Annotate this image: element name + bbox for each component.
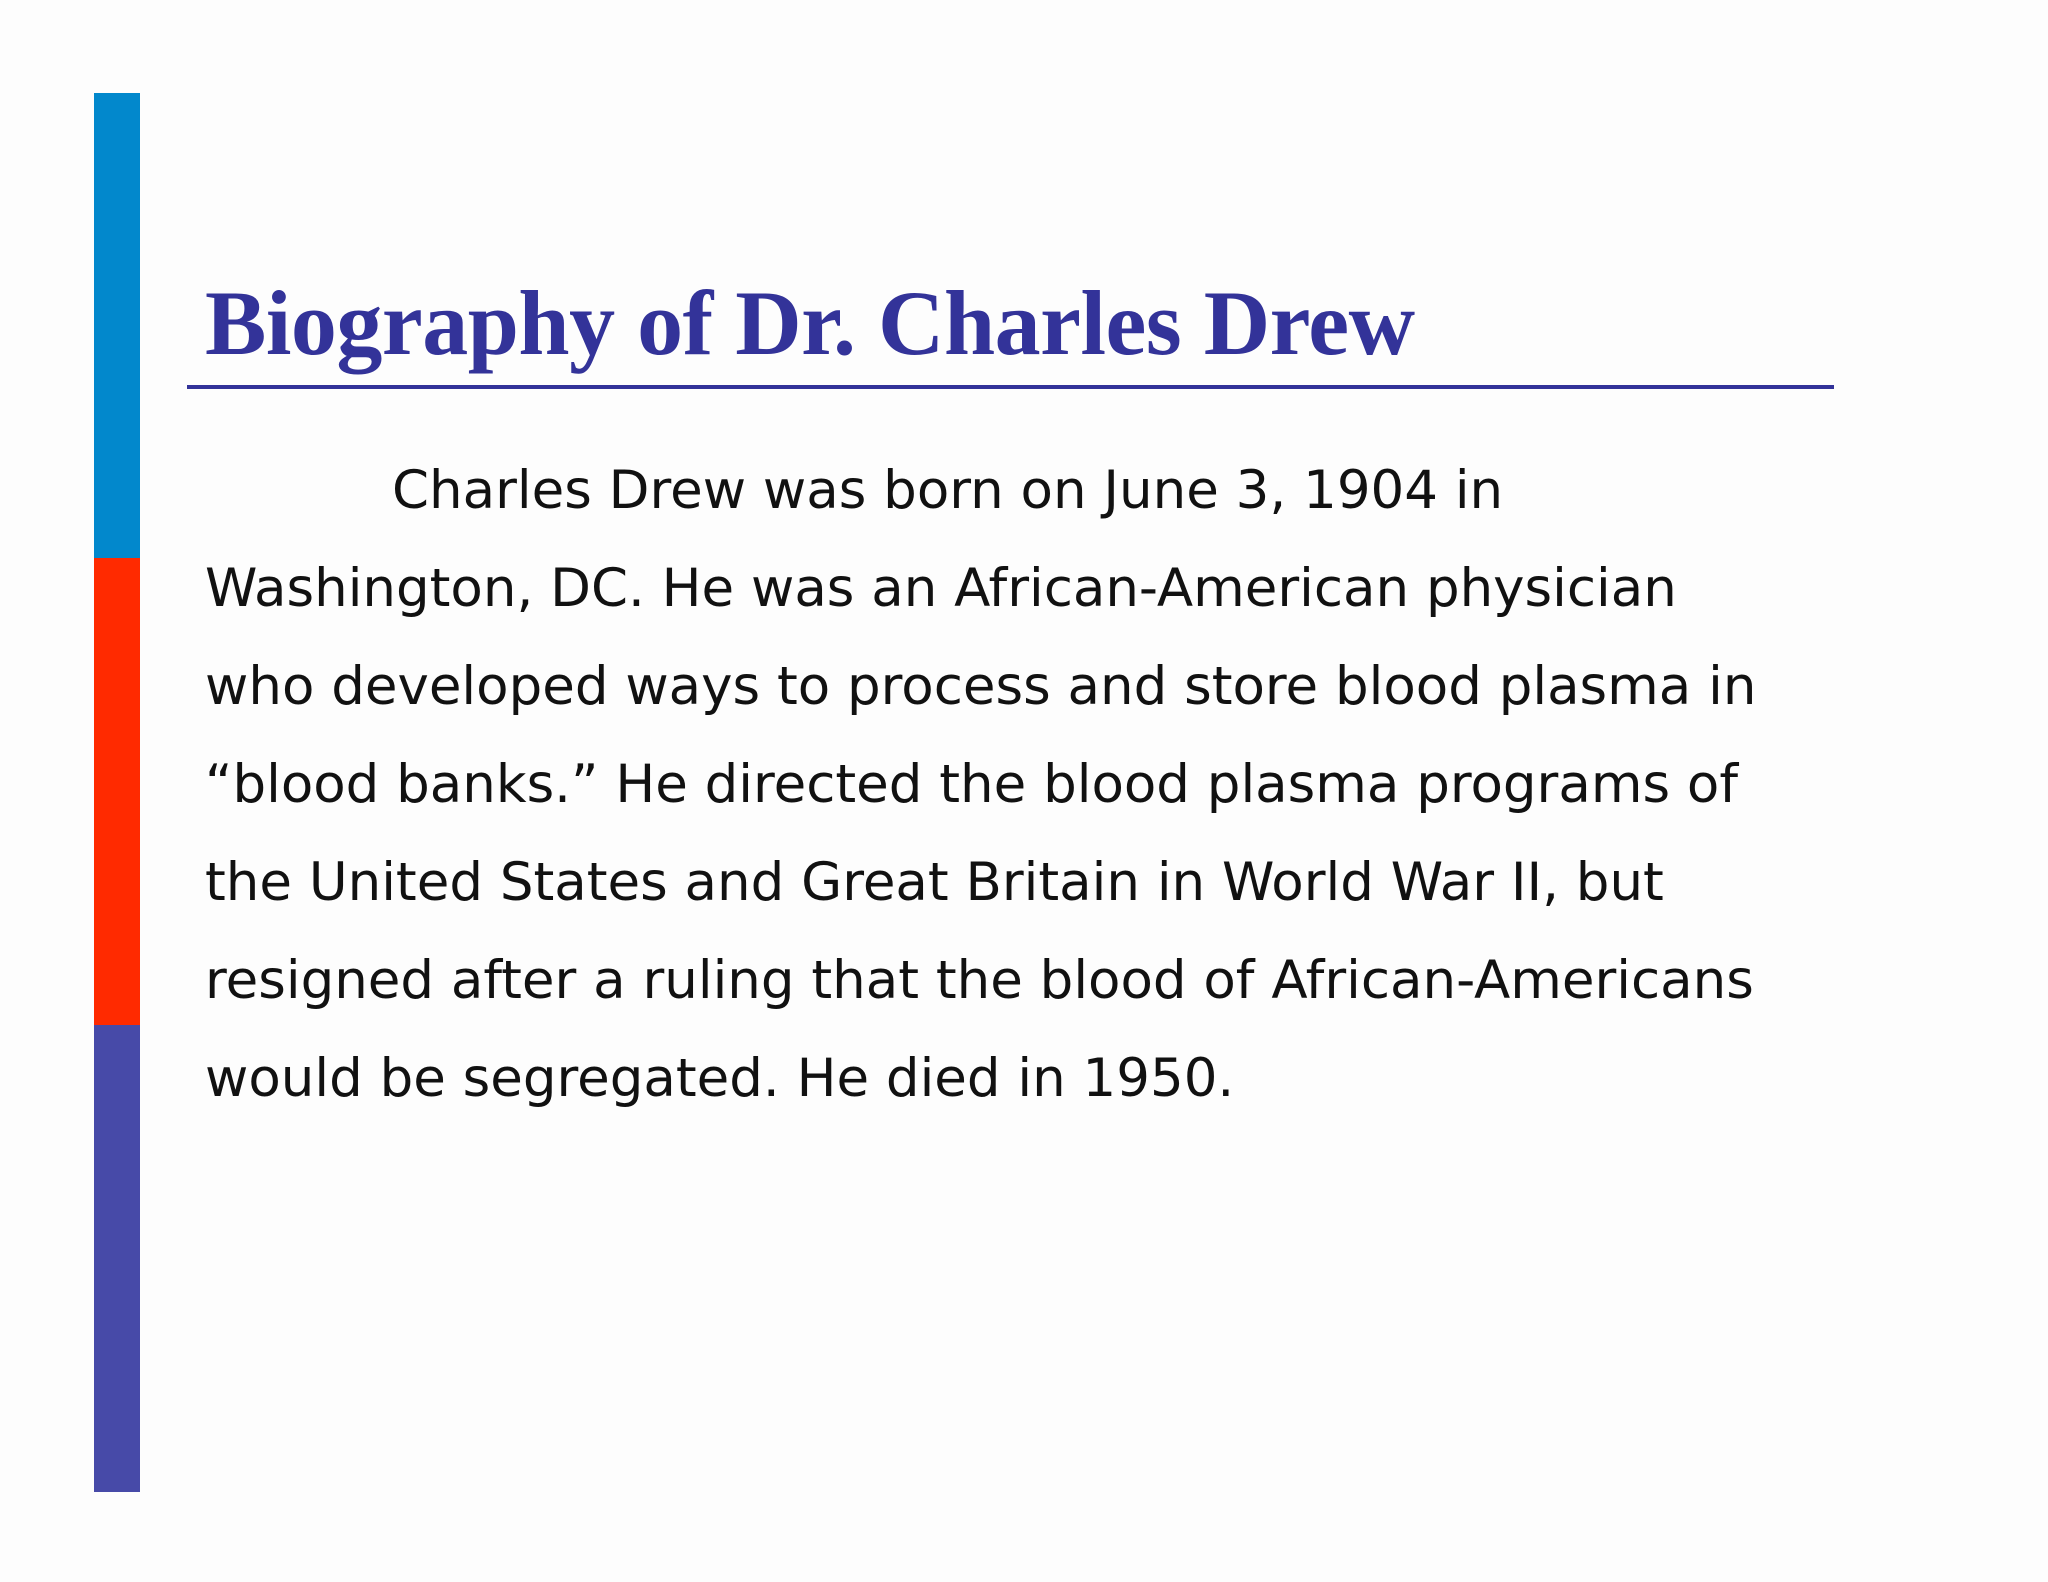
accent-bar-blue bbox=[94, 93, 140, 558]
body-line: Washington, DC. He was an African-American physician bbox=[205, 558, 1677, 619]
accent-bar-indigo bbox=[94, 1025, 140, 1492]
accent-bar-red bbox=[94, 558, 140, 1025]
body-line: Charles Drew was born on June 3, 1904 in bbox=[392, 460, 1504, 521]
title-underline bbox=[187, 385, 1834, 389]
body-line: “blood banks.” He directed the blood plasma programs of bbox=[205, 754, 1738, 815]
slide-title: Biography of Dr. Charles Drew bbox=[205, 272, 1415, 374]
body-paragraph bbox=[205, 452, 1845, 1138]
body-line: would be segregated. He died in 1950. bbox=[205, 1048, 1235, 1109]
body-line: the United States and Great Britain in World War II, but bbox=[205, 852, 1664, 913]
body-line: who developed ways to process and store blood plasma in bbox=[205, 656, 1757, 717]
body-line: resigned after a ruling that the blood of African-Americans bbox=[205, 950, 1754, 1011]
